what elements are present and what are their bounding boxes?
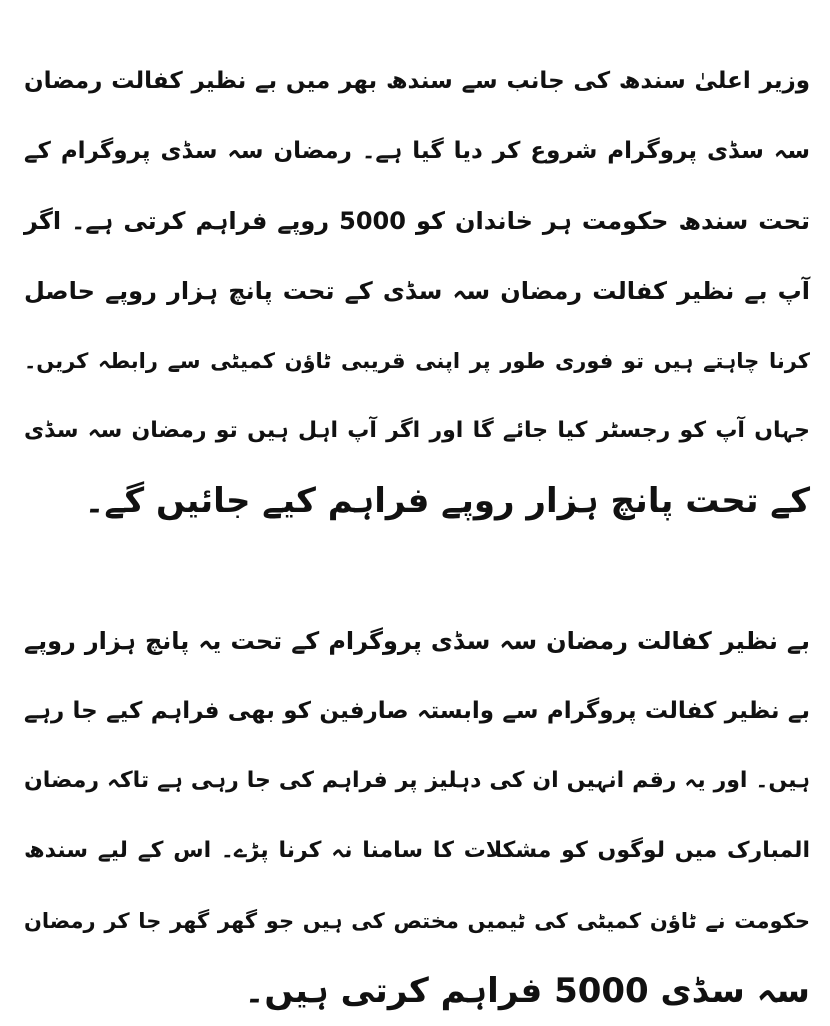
paragraph-line: بے نظیر کفالت رمضان سہ سڈی پروگرام کے تحت یہ پانچ ہزار روپے bbox=[24, 627, 810, 655]
paragraph-line: سہ سڈی 5000 فراہم کرتی ہیں۔ bbox=[244, 971, 810, 1011]
paragraph-line: جہاں آپ کو رجسٹر کیا جائے گا اور اگر آپ اہل ہیں تو رمضان سہ سڈی bbox=[24, 418, 810, 443]
paragraph-line: وزیر اعلیٰ سندھ کی جانب سے سندھ بھر میں بے نظیر کفالت رمضان bbox=[24, 68, 810, 94]
paragraph-2 bbox=[0, 606, 830, 1026]
paragraph-line: کے تحت پانچ ہزار روپے فراہم کیے جائیں گے۔ bbox=[84, 481, 810, 521]
paragraph-line: کرنا چاہتے ہیں تو فوری طور پر اپنی قریبی ٹاؤن کمیٹی سے رابطہ کریں۔ bbox=[24, 349, 810, 373]
paragraph-line: المبارک میں لوگوں کو مشکلات کا سامنا نہ کرنا پڑے۔ اس کے لیے سندھ bbox=[24, 838, 810, 863]
paragraph-line: ہیں۔ اور یہ رقم انہیں ان کی دہلیز پر فراہم کی جا رہی ہے تاکہ رمضان bbox=[24, 768, 810, 793]
paragraph-line: بے نظیر کفالت پروگرام سے وابستہ صارفین کو بھی فراہم کیے جا رہے bbox=[24, 698, 810, 724]
paragraph-line: حکومت نے ٹاؤن کمیٹی کی ٹیمیں مختص کی ہیں جو گھر گھر جا کر رمضان bbox=[24, 909, 810, 933]
paragraph-line: سہ سڈی پروگرام شروع کر دیا گیا ہے۔ رمضان سہ سڈی پروگرام کے bbox=[24, 138, 810, 164]
paragraph-line: تحت سندھ حکومت ہر خاندان کو 5000 روپے فراہم کرتی ہے۔ اگر bbox=[24, 207, 810, 235]
paragraph-1 bbox=[0, 46, 830, 536]
paragraph-line: آپ بے نظیر کفالت رمضان سہ سڈی کے تحت پانچ ہزار روپے حاصل bbox=[24, 277, 810, 305]
